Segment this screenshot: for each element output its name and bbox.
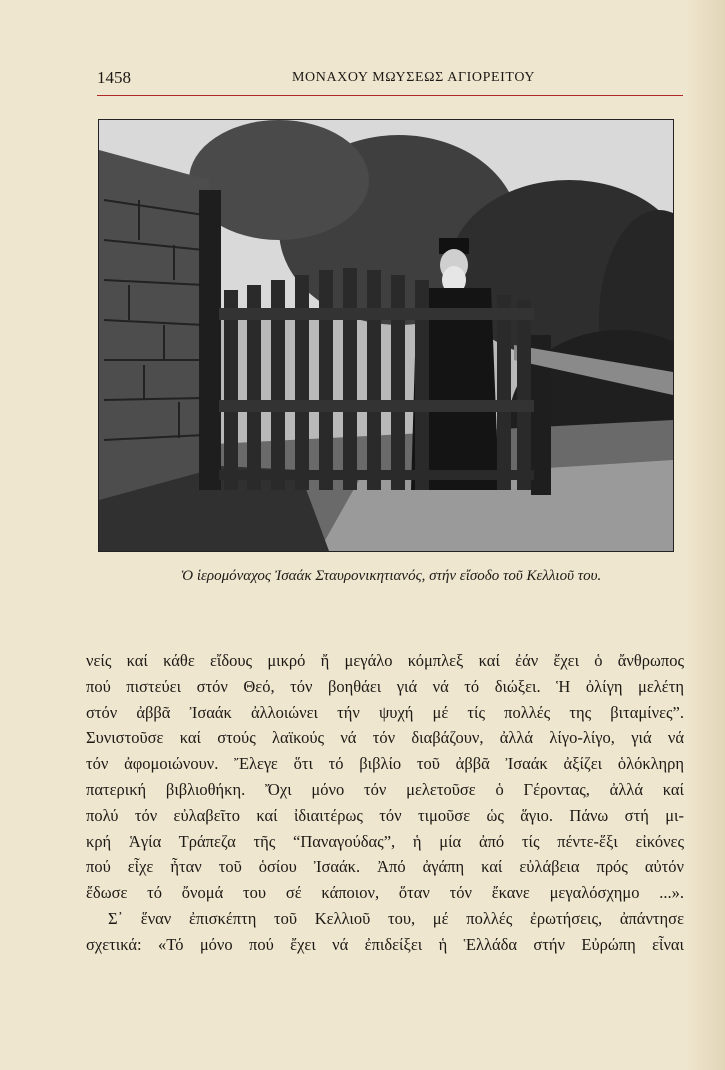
- page-edge-shadow: [685, 0, 725, 1070]
- body-line: πατερική βιβλιοθήκη. Ὄχι μόνο τόν μελετοῦσε ὁ Γέροντας, ἀλλά καί: [86, 779, 684, 799]
- body-line: σχετικά: «Τό μόνο πού ἔχει νά ἐπιδείξει ἡ Ἑλλάδα στήν Εὐρώπη εἶναι: [86, 934, 684, 954]
- page-number: 1458: [97, 68, 131, 87]
- body-line: τόν ἀφομοιώνουν. Ἔλεγε ὅτι τό βιβλίο τοῦ ἀββᾶ Ἰσαάκ ἀξίζει ὁλόκληρη: [86, 754, 684, 774]
- body-line: πού εἶχε ἦταν τοῦ ὁσίου Ἰσαάκ. Ἀπό ἀγάπη καί εὐλάβεια πρός αὐτόν: [86, 857, 684, 877]
- body-line: πολύ τόν εὐλαβεῖτο καί ἰδιαιτέρως τόν τιμοῦσε ὡς ἅγιο. Πάνω στή μι-: [86, 805, 684, 825]
- body-line: Σ᾽ ἕναν ἐπισκέπτη τοῦ Κελλιοῦ του, μέ πολλές ἐρωτήσεις, ἀπάντησε: [108, 908, 684, 928]
- body-line: κρή Ἁγία Τράπεζα τῆς “Παναγούδας”, ἡ μία ἀπό τίς πέντε-ἕξι εἰκόνες: [86, 831, 684, 851]
- photo-caption: Ὁ ἱερομόναχος Ἰσαάκ Σταυρονικητιανός, στήν εἴσοδο τοῦ Κελλιοῦ του.: [180, 568, 602, 584]
- body-text: [86, 648, 684, 958]
- body-line: πού πιστεύει στόν Θεό, τόν βοηθάει γιά νά τό διώξει. Ἡ ὀλίγη μελέτη: [86, 676, 684, 696]
- body-line: ἔδωσε τό ὄνομά του σέ κάποιον, ὅταν τόν ἔκανε μεγαλόσχημο ...».: [86, 883, 684, 903]
- running-head: ΜΟΝΑΧΟΥ ΜΩΥΣΕΩΣ ΑΓΙΟΡΕΙΤΟΥ: [292, 70, 536, 85]
- body-line: νείς καί κάθε εἴδους μικρό ἤ μεγάλο κόμπλεξ καί ἐάν ἔχει ὁ ἄνθρωπος: [86, 651, 684, 670]
- body-line: Συνιστοῦσε καί στούς λαϊκούς νά τόν διαβάζουν, ἀλλά λίγο-λίγο, γιά νά: [86, 728, 684, 748]
- body-line: στόν ἀββᾶ Ἰσαάκ ἀλλοιώνει τήν ψυχή μέ τίς πολλές της βιταμίνες”.: [86, 702, 684, 722]
- page-header: [97, 68, 683, 90]
- header-rule: [97, 95, 683, 96]
- photograph-monk-at-gate: [98, 119, 674, 552]
